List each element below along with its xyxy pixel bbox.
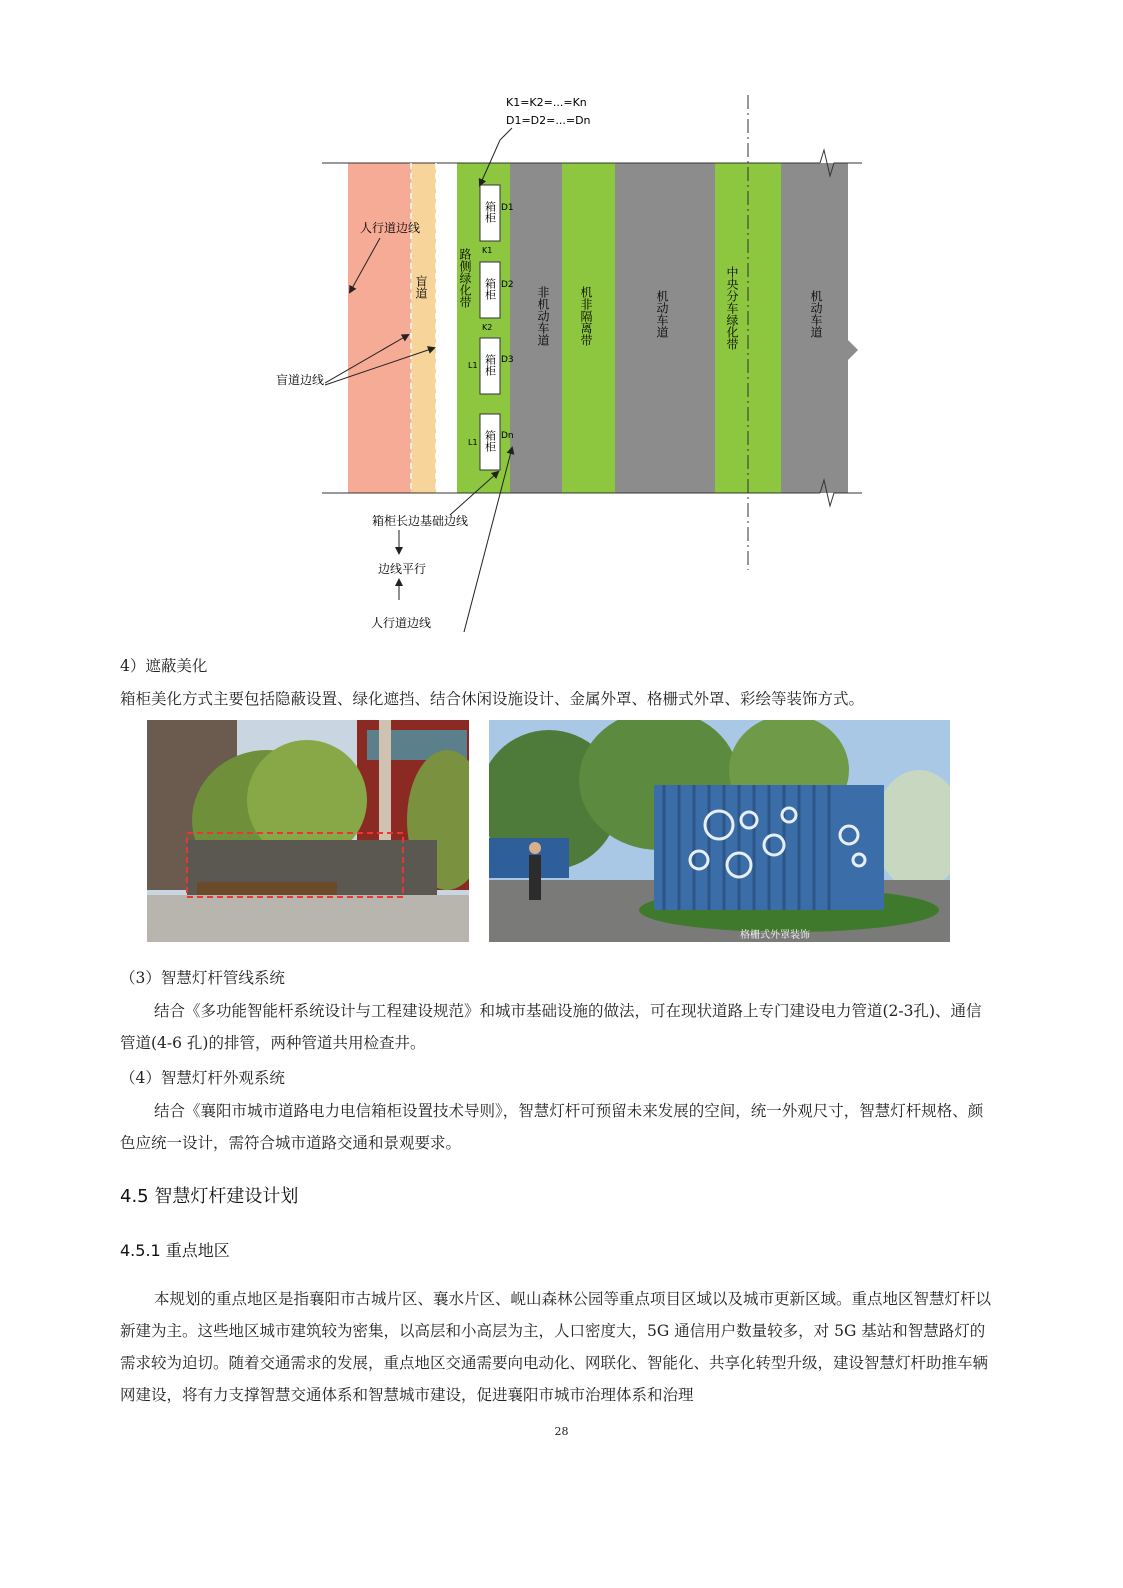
parallel-label: 边线平行 [378,562,427,576]
photo-caption: 格栅式外罩装饰 [740,930,810,941]
separator-label: 机非隔离带 [579,286,593,346]
blind-edge-label: 盲道边线 [276,373,325,387]
roadside-green-label: 路侧绿化带 [458,248,472,308]
formula-d: D1=D2=...=Dn [506,114,591,127]
k2-label: K2 [482,323,493,332]
sidewalk-edge-label-2: 人行道边线 [371,616,432,630]
paragraph-pipeline: 结合《多功能智能杆系统设计与工程建设规范》和城市基础设施的做法，可在现状道路上专门建设电力管道(2-3孔)、通信管道(4-6 孔)的排管，两种管道共用检查井。 [120,1002,982,1052]
cabinet-label: 箱柜 [483,278,497,300]
paragraph-screening: 箱柜美化方式主要包括隐蔽设置、绿化遮挡、结合休闲设施设计、金属外罩、格栅式外罩、彩绘等装饰方式。 [120,690,865,708]
cabinet-base-edge-label: 箱柜长边基础边线 [372,514,469,528]
sidewalk-strip [348,163,411,493]
section-heading-4-5-1: 4.5.1 重点地区 [120,1241,230,1260]
k1-label: K1 [482,246,493,255]
d3-label: D3 [501,355,514,365]
cabinet-label: 箱柜 [483,201,497,223]
sidewalk-edge-label: 人行道边线 [360,221,421,235]
paragraph-key-areas: 本规划的重点地区是指襄阳市古城片区、襄水片区、岘山森林公园等重点项目区域以及城市更新区域。重点地区智慧灯杆以新建为主。这些地区城市建筑较为密集，以高层和小高层为主，人口密度大，5G 通信用户数量较多，对 5G 基站和智慧路灯的需求较为迫切。随着交通需求的发展，重点地区交通需要向电动化、网联化、智能化、共享化转型升级，建设智慧灯杆助推车辆网建设，将有力支撑智慧交通体系和智慧城市建设，促进襄阳市城市治理体系和治理 [120,1290,992,1404]
subsection-heading-pipeline: （3）智慧灯杆管线系统 [120,969,285,987]
l1-label: L1 [468,361,478,370]
blind-path-strip [411,163,436,493]
road-layout-diagram [0,0,1123,640]
page-number: 28 [554,1425,569,1438]
l1-label-2: L1 [468,438,478,447]
cabinet-label: 箱柜 [483,354,497,376]
subsection-heading-screening: 4）遮蔽美化 [120,657,208,675]
formula-k: K1=K2=...=Kn [506,96,587,109]
paragraph-appearance: 结合《襄阳市城市道路电力电信箱柜设置技术导则》，智慧灯杆可预留未来发展的空间，统一外观尺寸，智慧灯杆规格、颜色应统一设计，需符合城市道路交通和景观要求。 [120,1102,984,1152]
d2-label: D2 [501,280,514,290]
dn-label: Dn [501,431,514,441]
photo-grille-cover [489,720,950,942]
d1-label: D1 [501,203,514,213]
motor-lane-label: 机动车道 [655,290,669,338]
photo-green-screening [147,720,469,942]
section-heading-4-5: 4.5 智慧灯杆建设计划 [120,1186,299,1207]
blind-path-label: 盲道 [414,275,428,299]
median-label: 中央分车绿化带 [725,266,739,350]
motor-lane2-label: 机动车道 [809,290,823,338]
nonmotor-lane-label: 非机动车道 [536,286,550,346]
cabinet-label: 箱柜 [483,430,497,452]
subsection-heading-appearance: （4）智慧灯杆外观系统 [120,1069,285,1087]
